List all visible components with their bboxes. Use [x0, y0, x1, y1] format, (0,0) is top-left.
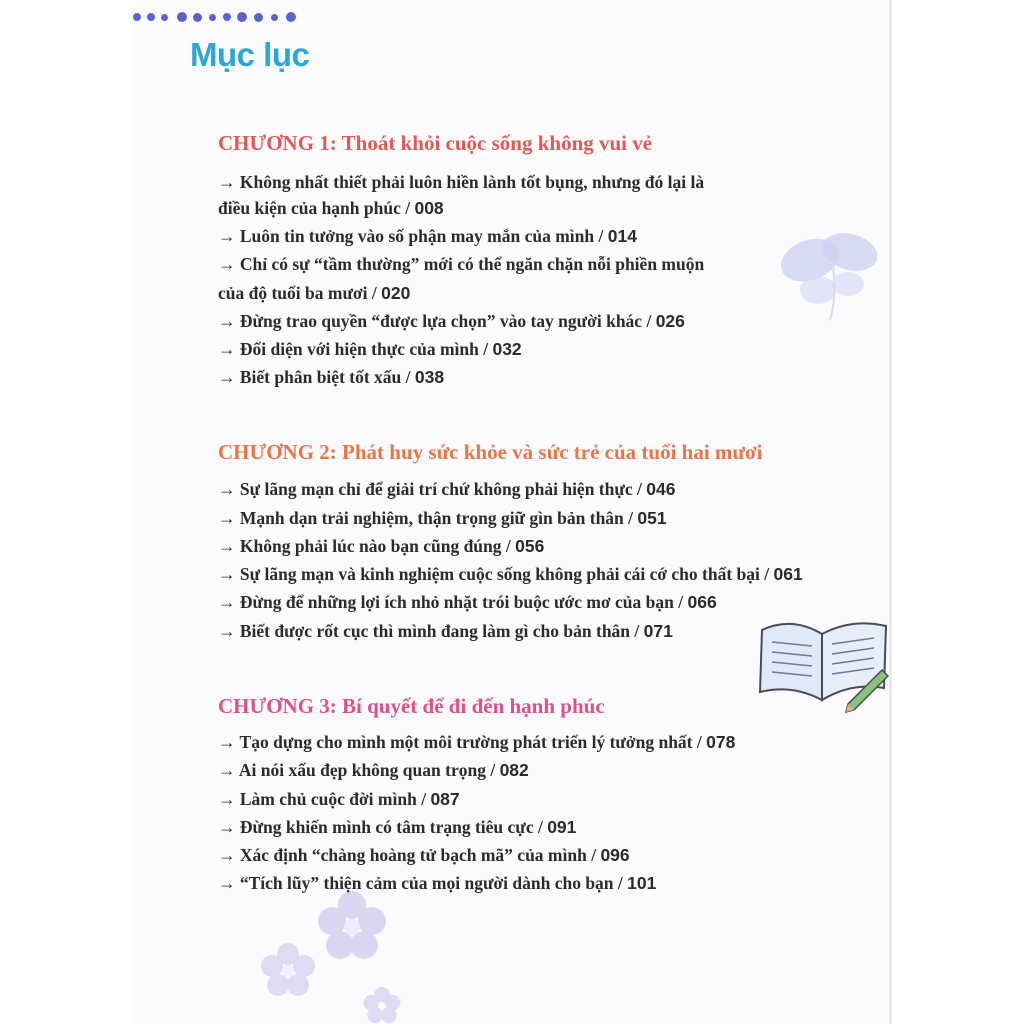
page-number: 051 — [637, 508, 667, 528]
toc-entry — [218, 760, 529, 781]
entry-text: → Biết được rốt cục thì mình đang làm gì cho bản thân / — [218, 621, 644, 641]
page-number: 008 — [414, 198, 444, 218]
flower-icon — [258, 940, 318, 1000]
entry-text: → Đừng khiến mình có tâm trạng tiêu cực / — [218, 817, 548, 837]
entry-text: → Xác định “chàng hoàng tử bạch mã” của mình / — [218, 845, 601, 865]
page-number: 082 — [499, 760, 529, 780]
toc-entry-continuation — [218, 283, 410, 304]
page-number: 046 — [646, 479, 676, 499]
toc-entry — [218, 592, 717, 613]
page-number: 056 — [515, 536, 545, 556]
entry-text: → “Tích lũy” thiện cảm của mọi người dành cho bạn / — [218, 873, 628, 893]
toc-entry — [218, 479, 675, 500]
page-number: 096 — [600, 845, 630, 865]
entry-text: → Ai nói xấu đẹp không quan trọng / — [218, 760, 500, 780]
toc-entry — [218, 789, 460, 810]
entry-text: → Đừng trao quyền “được lựa chọn” vào tay người khác / — [218, 311, 656, 331]
flower-icon — [362, 985, 402, 1024]
dot — [223, 13, 231, 21]
page-number: 014 — [607, 226, 637, 246]
dot — [193, 13, 202, 22]
page-number: 020 — [381, 283, 411, 303]
toc-entry — [218, 621, 673, 642]
entry-text: → Tạo dựng cho mình một môi trường phát triển lý tưởng nhất / — [218, 732, 707, 752]
page-number: 066 — [687, 592, 717, 612]
toc-entry — [218, 311, 685, 332]
dot — [133, 13, 141, 21]
entry-text: → Mạnh dạn trải nghiệm, thận trọng giữ gìn bản thân / — [218, 508, 638, 528]
page-number: 101 — [627, 873, 657, 893]
page-number: 061 — [773, 564, 803, 584]
page-number: 087 — [430, 789, 460, 809]
entry-text: → Sự lãng mạn và kinh nghiệm cuộc sống không phải cái cớ cho thất bại / — [218, 564, 774, 584]
toc-entry — [218, 536, 544, 557]
chapter-3-title: CHƯƠNG 3: Bí quyết để đi đến hạnh phúc — [218, 694, 605, 718]
page-number: 032 — [492, 339, 522, 359]
toc-entry — [218, 339, 522, 360]
dot — [177, 12, 187, 22]
page-edge — [889, 0, 892, 1024]
entry-text: → Biết phân biệt tốt xấu / — [218, 367, 415, 387]
toc-entry — [218, 172, 704, 193]
entry-text: → Đừng để những lợi ích nhỏ nhặt trói buộc ước mơ của bạn / — [218, 592, 688, 612]
dot — [209, 14, 216, 21]
chapter-1-title: CHƯƠNG 1: Thoát khỏi cuộc sống không vui vẻ — [218, 131, 653, 155]
page-number: 026 — [655, 311, 685, 331]
toc-entry — [218, 845, 630, 866]
page-number: 038 — [414, 367, 445, 387]
flower-icon — [312, 885, 392, 965]
toc-entry — [218, 254, 704, 275]
pencil-icon — [838, 664, 892, 718]
toc-entry — [218, 817, 576, 838]
dot — [254, 13, 263, 22]
entry-text: → Luôn tin tưởng vào số phận may mắn của mình / — [218, 226, 608, 246]
toc-entry — [218, 873, 656, 894]
dot — [286, 12, 296, 22]
dot — [237, 12, 247, 22]
toc-entry — [218, 367, 444, 388]
chapter-2-title: CHƯƠNG 2: Phát huy sức khỏe và sức trẻ của tuổi hai mươi — [218, 440, 763, 464]
dot — [271, 14, 278, 21]
page-title: Mục lục — [190, 36, 310, 73]
entry-text: → Đối diện với hiện thực của mình / — [218, 339, 493, 359]
entry-text: của độ tuổi ba mươi / — [218, 283, 382, 303]
dot — [147, 13, 155, 21]
toc-entry — [218, 732, 735, 753]
entry-text: điều kiện của hạnh phúc / — [218, 198, 415, 218]
page-number: 071 — [643, 621, 673, 641]
entry-text: → Không phải lúc nào bạn cũng đúng / — [218, 536, 516, 556]
entry-text: → Làm chủ cuộc đời mình / — [218, 789, 431, 809]
entry-text: → Không nhất thiết phải luôn hiền lành tốt bụng, nhưng đó lại là — [218, 172, 705, 192]
page-number: 078 — [706, 732, 736, 752]
butterfly-icon — [770, 222, 885, 322]
toc-entry — [218, 226, 637, 247]
entry-text: → Chỉ có sự “tầm thường” mới có thể ngăn chặn nỗi phiền muộn — [218, 254, 705, 274]
toc-entry — [218, 564, 803, 585]
toc-entry-continuation — [218, 198, 444, 219]
dot — [161, 14, 168, 21]
entry-text: → Sự lãng mạn chỉ để giải trí chứ không phải hiện thực / — [218, 479, 647, 499]
page-number: 091 — [547, 817, 577, 837]
toc-entry — [218, 508, 667, 529]
